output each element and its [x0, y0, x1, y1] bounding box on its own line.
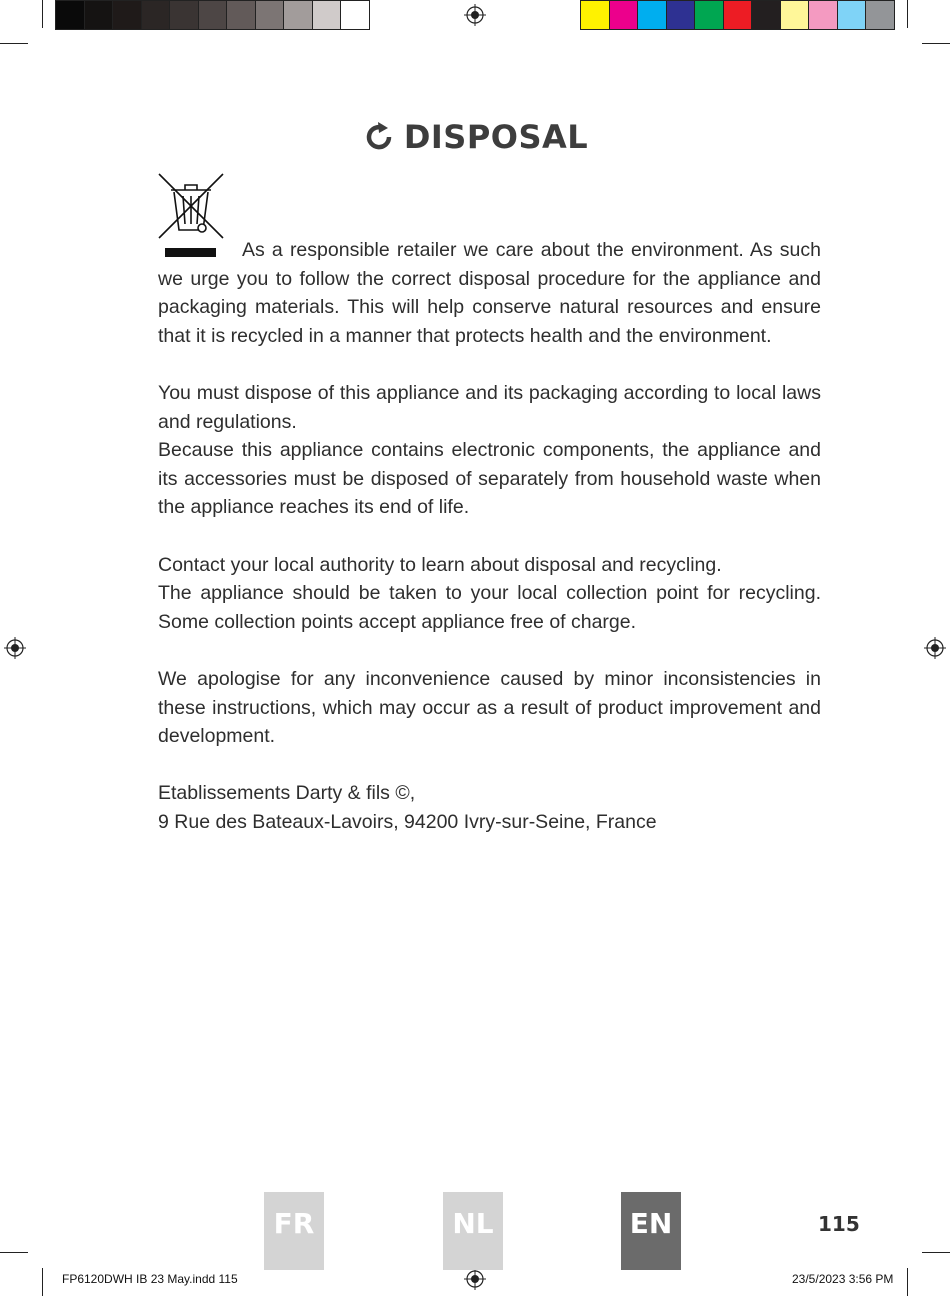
process-color-bar	[580, 0, 895, 30]
color-swatch	[113, 1, 142, 29]
registration-mark-icon	[464, 1268, 486, 1290]
registration-mark-icon	[464, 4, 486, 26]
crop-mark	[42, 1268, 43, 1296]
color-swatch	[313, 1, 342, 29]
color-swatch	[56, 1, 85, 29]
paragraph-electronic-components: Because this appliance contains electronic components, the appliance and its accessories must be disposed of separately from household waste when the appliance reaches its end of life.	[158, 439, 821, 519]
company-name: Etablissements Darty & fils ©,	[158, 782, 416, 805]
color-swatch	[85, 1, 114, 29]
crop-mark	[907, 0, 908, 28]
color-swatch	[866, 1, 894, 29]
paragraph-apology: We apologise for any inconvenience caused by minor inconsistencies in these instructions, which may occur as a result of product improvement and development.	[158, 667, 821, 748]
color-swatch	[581, 1, 610, 29]
color-swatch	[610, 1, 639, 29]
color-swatch	[838, 1, 867, 29]
crop-mark	[922, 43, 950, 44]
paragraph-local-laws: You must dispose of this appliance and its packaging according to local laws and regulations.	[158, 381, 821, 433]
language-tab-fr[interactable]: FR	[264, 1192, 324, 1270]
color-swatch	[284, 1, 313, 29]
crop-mark	[0, 43, 28, 44]
print-slug-date: 23/5/2023 3:56 PM	[792, 1272, 894, 1286]
grayscale-color-bar	[55, 0, 370, 30]
crop-mark	[0, 1252, 28, 1253]
color-swatch	[724, 1, 753, 29]
registration-mark-icon	[4, 637, 26, 659]
color-swatch	[341, 1, 369, 29]
paragraph-collection-point: The appliance should be taken to your local collection point for recycling. Some collection points accept appliance free of charge.	[158, 582, 821, 633]
crop-mark	[907, 1268, 908, 1296]
page-title: DISPOSAL	[403, 118, 589, 156]
color-swatch	[809, 1, 838, 29]
disposal-text	[158, 236, 821, 836]
color-swatch	[638, 1, 667, 29]
print-slug-file: FP6120DWH IB 23 May.indd 115	[62, 1272, 238, 1286]
page-number: 115	[818, 1212, 860, 1236]
crop-mark	[922, 1252, 950, 1253]
color-swatch	[170, 1, 199, 29]
color-swatch	[227, 1, 256, 29]
paragraph-contact-authority: Contact your local authority to learn about disposal and recycling.	[158, 553, 722, 576]
color-swatch	[199, 1, 228, 29]
color-swatch	[781, 1, 810, 29]
color-swatch	[256, 1, 285, 29]
company-address: 9 Rue des Bateaux-Lavoirs, 94200 Ivry-sur-Seine, France	[158, 810, 657, 833]
recycle-arrow-icon	[362, 120, 396, 154]
language-tab-nl[interactable]: NL	[443, 1192, 503, 1270]
crop-mark	[42, 0, 43, 28]
color-swatch	[667, 1, 696, 29]
color-swatch	[752, 1, 781, 29]
registration-mark-icon	[924, 637, 946, 659]
color-swatch	[695, 1, 724, 29]
paragraph-environment: As a responsible retailer we care about the environment. As such we urge you to follow the correct disposal procedure for the appliance and packaging materials. This will help conserve natural resources and ensure that it is recycled in a manner that protects health and the environment.	[158, 239, 821, 347]
language-tab-en[interactable]: EN	[621, 1192, 681, 1270]
color-swatch	[142, 1, 171, 29]
section-heading	[0, 118, 950, 159]
